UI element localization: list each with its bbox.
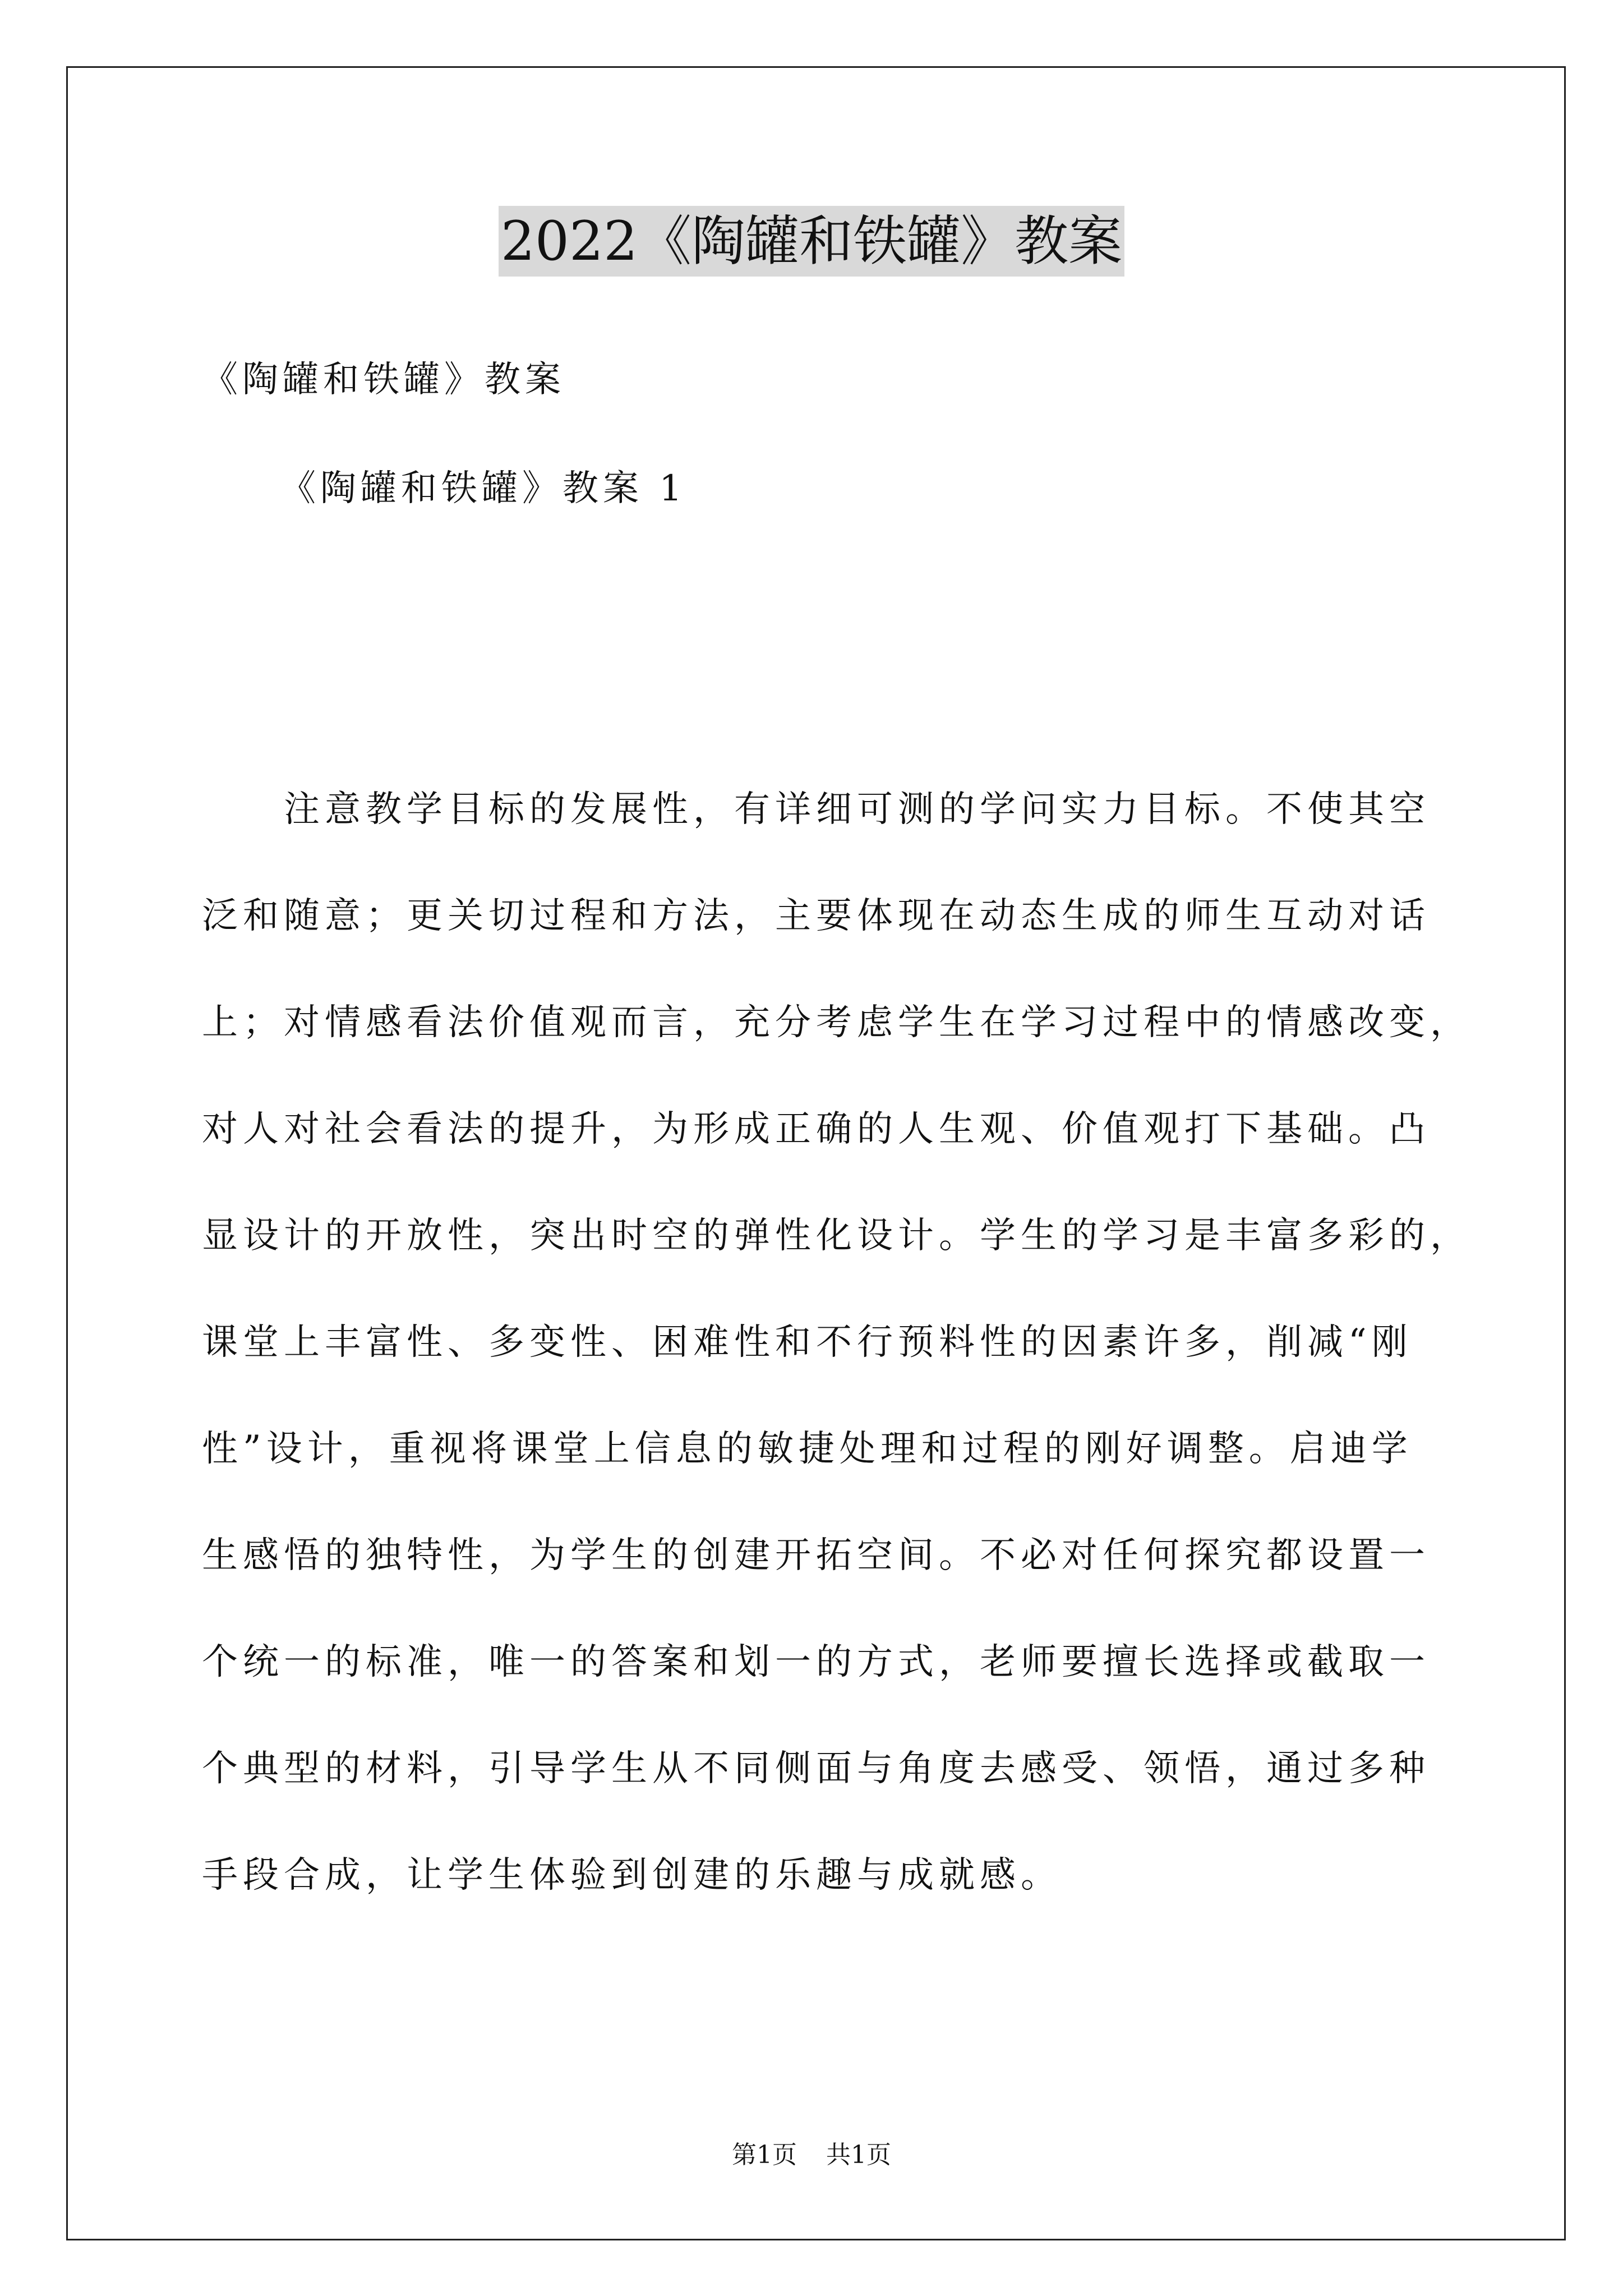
paragraph-line: 对人对社会看法的提升，为形成正确的人生观、价值观打下基础。凸 — [202, 1108, 1430, 1150]
section-heading: 《陶罐和铁罐》教案 1 — [280, 468, 687, 509]
paragraph-line: 手段合成，让学生体验到创建的乐趣与成就感。 — [202, 1855, 1062, 1896]
title-row — [0, 206, 1623, 277]
paragraph-line: 生感悟的独特性，为学生的创建开拓空间。不必对任何探究都设置一 — [202, 1535, 1430, 1576]
paragraph-line: 泛和随意；更关切过程和方法，主要体现在动态生成的师生互动对话 — [202, 895, 1430, 937]
document-title: 2022《陶罐和铁罐》教案 — [499, 206, 1124, 277]
paragraph-line: 显设计的开放性，突出时空的弹性化设计。学生的学习是丰富多彩的， — [202, 1215, 1471, 1257]
paragraph-line: 性”设计，重视将课堂上信息的敏捷处理和过程的刚好调整。启迪学 — [202, 1428, 1413, 1470]
body-paragraph — [202, 756, 1548, 1929]
paragraph-line: 上；对情感看法价值观而言，充分考虑学生在学习过程中的情感改变， — [202, 1002, 1471, 1043]
document-subtitle: 《陶罐和铁罐》教案 — [202, 359, 565, 401]
paragraph-line: 个典型的材料，引导学生从不同侧面与角度去感受、领悟，通过多种 — [202, 1748, 1430, 1789]
page-footer — [0, 2139, 1623, 2171]
paragraph-line: 个统一的标准，唯一的答案和划一的方式，老师要擅长选择或截取一 — [202, 1641, 1430, 1683]
page-total: 共1页 — [826, 2141, 891, 2169]
paragraph-line: 注意教学目标的发展性，有详细可测的学问实力目标。不使其空 — [284, 789, 1430, 830]
page-number: 第1页 — [732, 2141, 797, 2169]
paragraph-line: 课堂上丰富性、多变性、困难性和不行预料性的因素许多，削减“刚 — [202, 1322, 1413, 1363]
